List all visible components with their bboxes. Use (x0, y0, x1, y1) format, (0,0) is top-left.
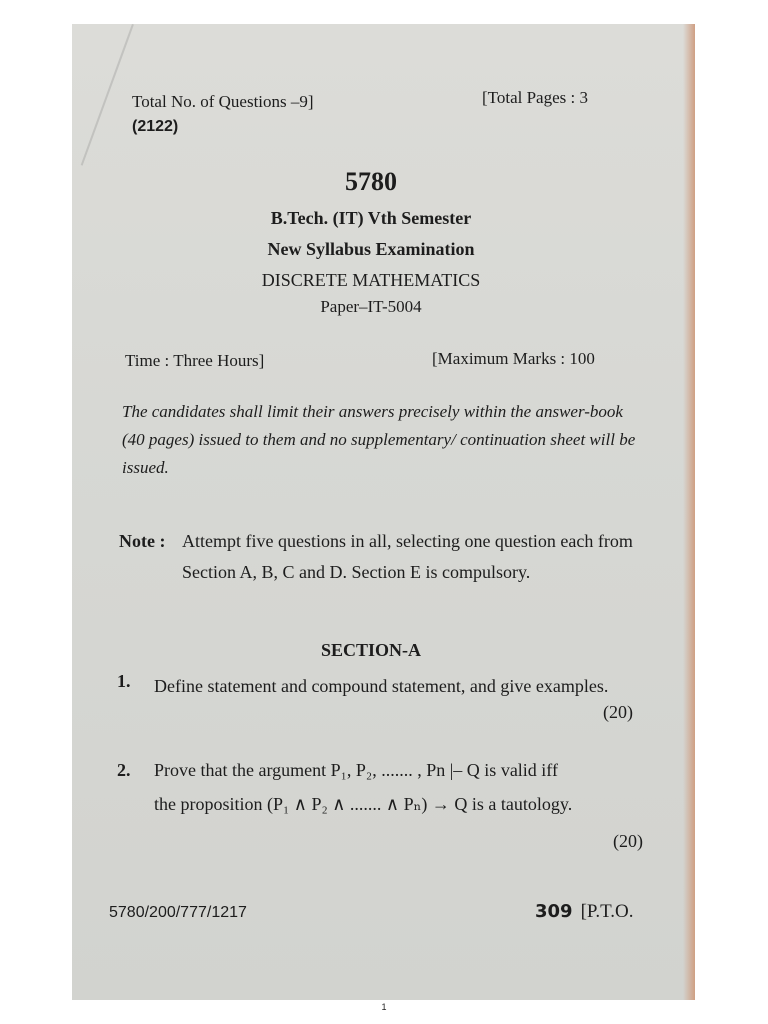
paper-crease (81, 24, 134, 166)
time-label: Time : Three Hours] (125, 351, 265, 370)
candidate-instructions: The candidates shall limit their answers precisely within the answer-book (40 pages) issued to them and no supplementary/ continuation sheet will be issued. (122, 402, 636, 477)
exam-paper-photo (72, 24, 695, 1000)
header-left (132, 92, 314, 136)
question-1-text: Define statement and compound statement, and give examples. (154, 676, 609, 696)
paper-id: Paper–IT-5004 (320, 297, 422, 316)
question-2-line-2: the proposition (P₁ ∧ P₂ ∧ ....... ∧ Pₙ) → Q is a tautology. (154, 794, 573, 814)
footer-right (535, 901, 634, 923)
paper-number: 5780 (345, 167, 397, 196)
total-questions: Total No. of Questions –9] (132, 92, 314, 111)
note-block (119, 526, 639, 582)
exam-title: New Syllabus Examination (267, 239, 475, 259)
course-title: B.Tech. (IT) Vth Semester (270, 208, 472, 228)
note-label: Note : (119, 531, 166, 551)
page-number: 1 (381, 1002, 387, 1012)
question-2-marks: (20) (613, 831, 643, 851)
question-2-line-1: Prove that the argument P₁, P₂, ....... , Pn |– Q is valid iff (154, 760, 558, 780)
note-text: Attempt five questions in all, selecting one question each from Section A, B, C and D. Section E is compulsory. (182, 531, 633, 582)
footer-code: 5780/200/777/1217 (109, 904, 247, 921)
total-pages: [Total Pages : 3 (482, 88, 588, 107)
question-1-marks: (20) (603, 702, 633, 722)
question-2-number: 2. (117, 760, 131, 780)
paper-code-small: (2122) (132, 118, 179, 135)
pto-label: [P.T.O. (580, 901, 634, 922)
question-1-number: 1. (117, 671, 131, 691)
paper-edge-shadow (683, 24, 695, 1000)
section-heading: SECTION-A (320, 640, 422, 660)
handwritten-number: 309 (535, 901, 573, 922)
subject-title: DISCRETE MATHEMATICS (261, 270, 481, 290)
max-marks-label: [Maximum Marks : 100 (432, 349, 595, 368)
